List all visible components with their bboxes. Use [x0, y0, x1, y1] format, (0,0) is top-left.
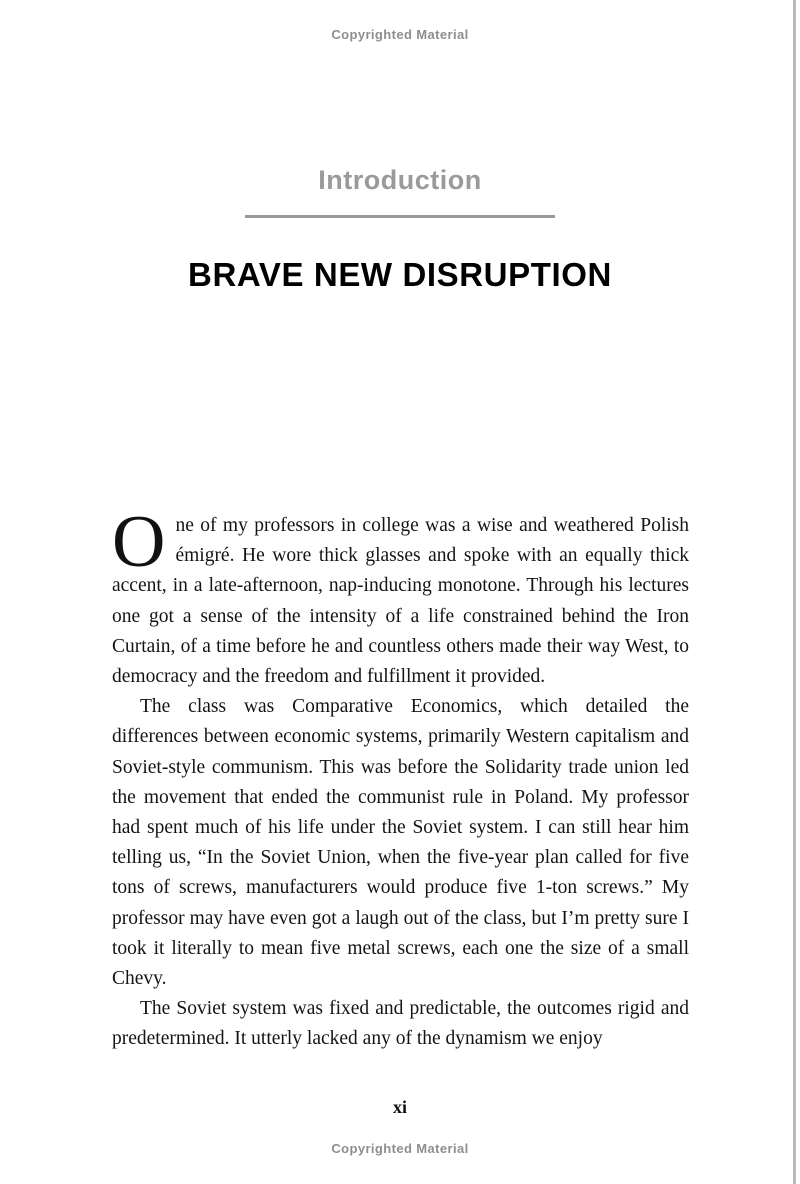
paragraph: The class was Comparative Economics, which detailed the differences between economic systems, primarily Western capitalism and Soviet-style communism. This was before the Solidarity trade union led the movement that ended the communist rule in Poland. My professor had spent much of his life under the Soviet system. I can still hear him telling us, “In the Soviet Union, when the five-year plan called for five tons of screws, manufacturers would produce five 1-ton screws.” My professor may have even got a laugh out of the class, but I’m pretty sure I took it literally to mean five metal screws, each one the size of a small Chevy. [112, 696, 689, 990]
page-number: xi [392, 1097, 407, 1117]
paragraph-first [112, 501, 689, 692]
copyright-top-notice: Copyrighted Material [331, 27, 469, 42]
dropcap: O [112, 501, 166, 583]
section-kicker: Introduction [318, 165, 482, 195]
copyright-bottom-notice: Copyrighted Material [331, 1141, 469, 1156]
page-edge-line [793, 0, 796, 1184]
divider-rule [245, 215, 555, 218]
paragraph-text: ne of my professors in college was a wise and weathered Polish émigré. He wore thick glasses and spoke with an equally thick accent, in a late-afternoon, nap-inducing monotone. Through his lectures one got a sense of the intensity of a life constrained behind the Iron Curtain, of a time before he and countless others made their way West, to democracy and the freedom and fulfillment it provided. [112, 515, 689, 688]
paragraph: The Soviet system was fixed and predictable, the outcomes rigid and predetermined. It utterly lacked any of the dynamism we enjoy [112, 998, 689, 1050]
chapter-title: BRAVE NEW DISRUPTION [188, 256, 612, 293]
body-text [112, 501, 689, 1055]
